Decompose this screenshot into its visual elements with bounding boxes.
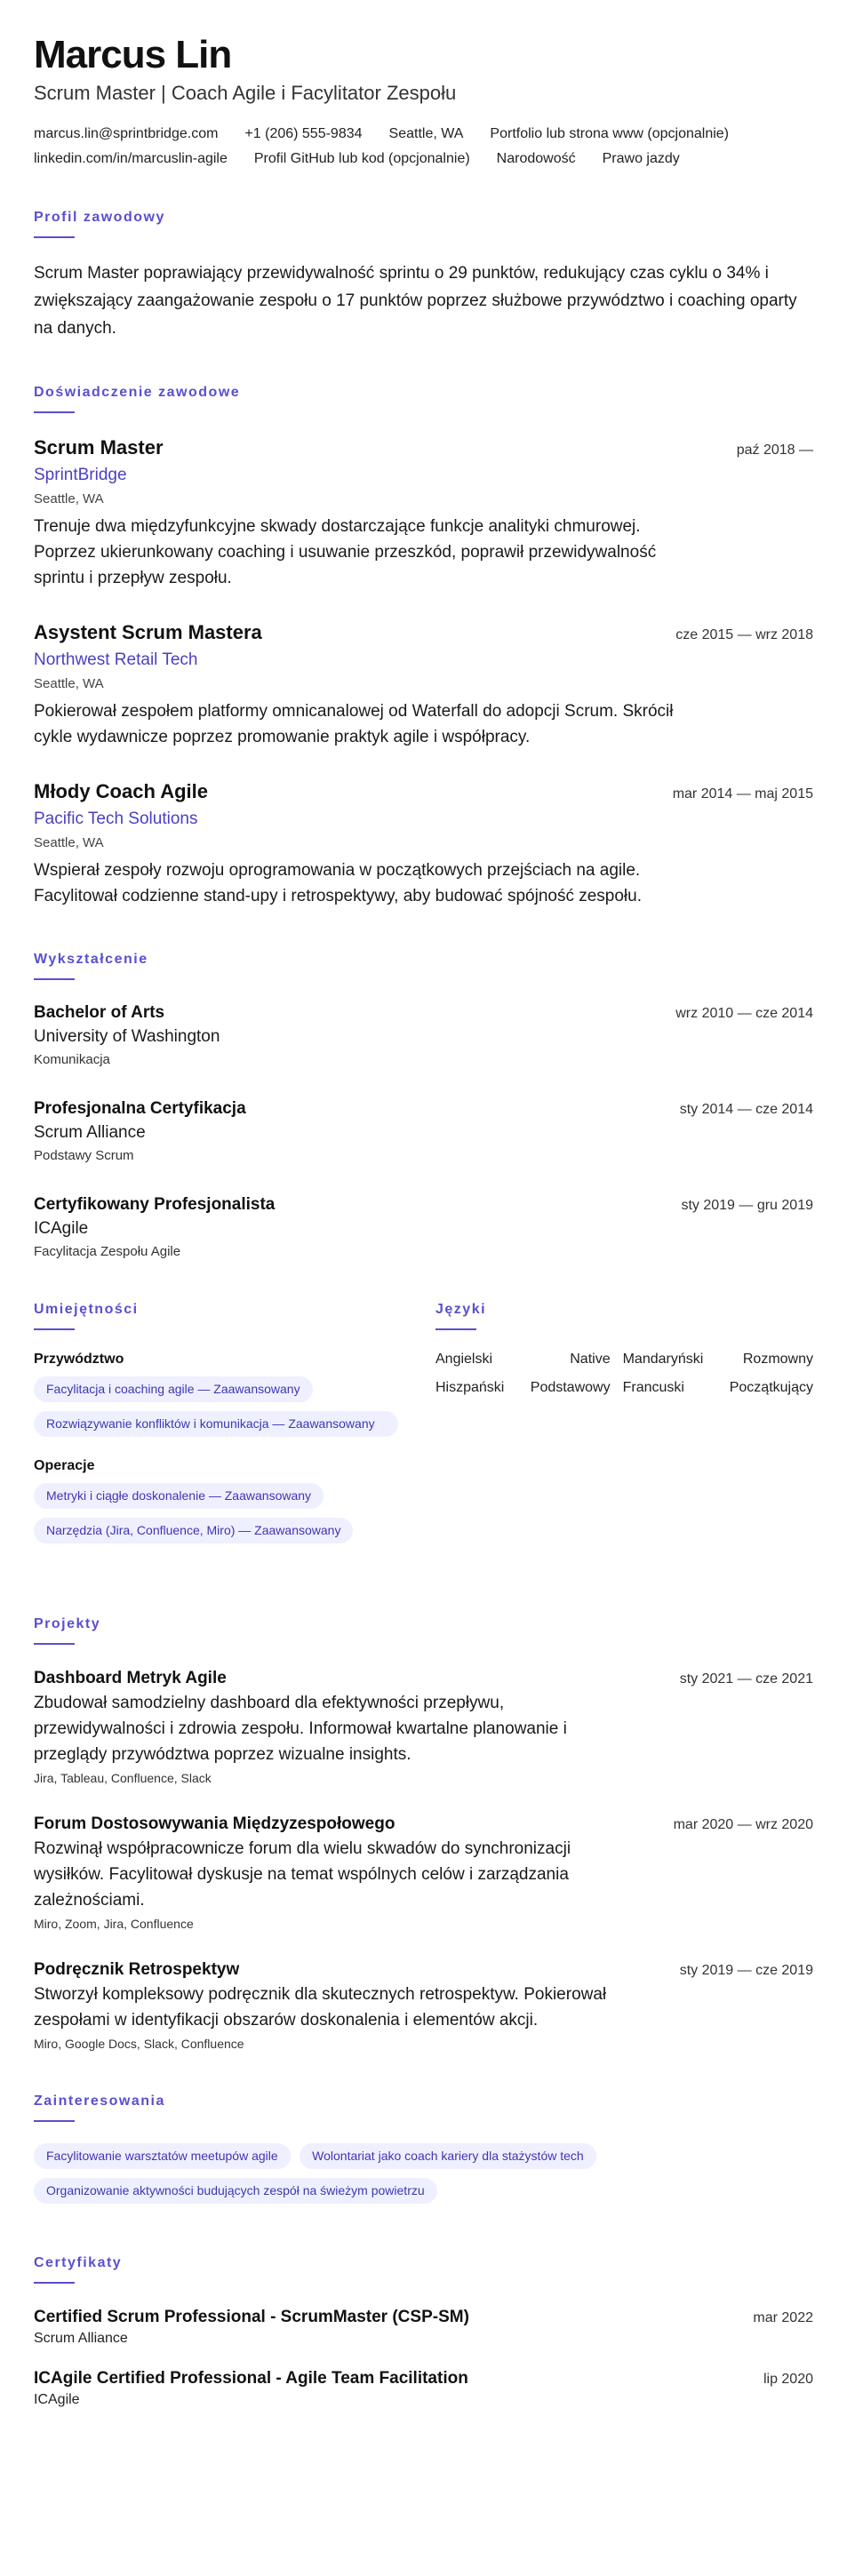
contact-email[interactable]: marcus.lin@sprintbridge.com bbox=[34, 126, 219, 141]
language-list bbox=[435, 1352, 813, 1396]
section-divider bbox=[34, 411, 75, 413]
interests-section bbox=[34, 2093, 813, 2213]
skill-tag: Facylitacja i coaching agile — Zaawansowany bbox=[34, 1376, 313, 1402]
certificate-issuer: Scrum Alliance bbox=[34, 2331, 128, 2346]
experience-item bbox=[34, 778, 813, 909]
language-name: Francuski bbox=[622, 1380, 684, 1395]
job-location: Seattle, WA bbox=[34, 835, 104, 850]
company-name: SprintBridge bbox=[34, 466, 127, 484]
degree-title: Bachelor of Arts bbox=[34, 1003, 165, 1022]
project-dates: sty 2021 — cze 2021 bbox=[679, 1671, 813, 1687]
experience-item bbox=[34, 435, 813, 591]
section-title: Zainteresowania bbox=[34, 2093, 165, 2109]
projects-section bbox=[34, 1616, 813, 2051]
study-field: Komunikacja bbox=[34, 1052, 110, 1067]
languages-section bbox=[435, 1302, 813, 1574]
language-level: Native bbox=[570, 1352, 611, 1367]
skills-section bbox=[34, 1302, 398, 1574]
project-description: Rozwinął współpracownicze forum dla wielu skwadów do synchronizacji wysiłków. Facylitował dyskusje na temat wspólnych celów i zarządzania zależnościami. bbox=[34, 1839, 571, 1910]
certificate-item bbox=[34, 2305, 813, 2347]
education-dates: wrz 2010 — cze 2014 bbox=[675, 1006, 813, 1021]
contact-linkedin[interactable]: linkedin.com/in/marcuslin-agile bbox=[34, 151, 228, 166]
section-divider bbox=[34, 1643, 75, 1645]
interest-tag: Wolontariat jako coach kariery dla stażystów tech bbox=[300, 2143, 596, 2169]
project-tech: Jira, Tableau, Confluence, Slack bbox=[34, 1771, 212, 1785]
education-dates: sty 2014 — cze 2014 bbox=[679, 1102, 813, 1117]
certificate-title: ICAgile Certified Professional - Agile Team Facilitation bbox=[34, 2369, 468, 2388]
certificates-section bbox=[34, 2255, 813, 2408]
education-section bbox=[34, 952, 813, 1259]
project-dates: mar 2020 — wrz 2020 bbox=[673, 1817, 813, 1832]
skills-languages-row bbox=[34, 1302, 813, 1574]
project-dates: sty 2019 — cze 2019 bbox=[679, 1963, 813, 1978]
skill-tag: Narzędzia (Jira, Confluence, Miro) — Zaawansowany bbox=[34, 1518, 353, 1543]
contact-github[interactable]: Profil GitHub lub kod (opcjonalnie) bbox=[253, 151, 470, 166]
degree-title: Certyfikowany Profesjonalista bbox=[34, 1195, 276, 1214]
project-tech: Miro, Google Docs, Slack, Confluence bbox=[34, 2037, 244, 2051]
section-divider bbox=[34, 236, 75, 238]
skill-group bbox=[34, 1458, 398, 1552]
experience-item bbox=[34, 619, 813, 750]
resume-header bbox=[34, 32, 813, 167]
language-name: Mandaryński bbox=[622, 1352, 704, 1367]
job-dates: cze 2015 — wrz 2018 bbox=[675, 627, 813, 642]
section-title: Umiejętności bbox=[34, 1302, 139, 1317]
project-item bbox=[34, 1958, 813, 2051]
job-dates: mar 2014 — maj 2015 bbox=[672, 786, 813, 802]
skill-group bbox=[34, 1352, 398, 1437]
job-title: Scrum Master bbox=[34, 436, 164, 459]
contact-nationality: Narodowość bbox=[496, 151, 576, 166]
job-location: Seattle, WA bbox=[34, 491, 104, 506]
language-level: Podstawowy bbox=[530, 1380, 611, 1395]
profile-section bbox=[34, 210, 813, 342]
interest-tags bbox=[34, 2143, 813, 2213]
section-divider bbox=[435, 1328, 476, 1330]
candidate-headline: Scrum Master | Coach Agile i Facylitator Zespołu bbox=[34, 82, 457, 104]
school-name: University of Washington bbox=[34, 1027, 220, 1046]
job-description: Wspierał zespoły rozwoju oprogramowania w początkowych przejściach na agile. Facylitował codzienne stand-upy i retrospektywy, aby budować spójność zespołu. bbox=[34, 861, 642, 905]
contact-location: Seattle, WA bbox=[388, 126, 464, 141]
education-item bbox=[34, 1001, 813, 1067]
section-title: Doświadczenie zawodowe bbox=[34, 385, 241, 400]
section-title: Języki bbox=[435, 1302, 487, 1317]
degree-title: Profesjonalna Certyfikacja bbox=[34, 1099, 246, 1118]
project-title: Podręcznik Retrospektyw bbox=[34, 1960, 240, 1979]
job-location: Seattle, WA bbox=[34, 676, 104, 691]
section-divider bbox=[34, 2120, 75, 2122]
job-description: Trenuje dwa międzyfunkcyjne skwady dostarczające funkcje analityki chmurowej. Poprzez ukierunkowany coaching i usuwanie przeszkód, poprawił przewidywalność sprintu i przepływ zespołu. bbox=[34, 517, 657, 587]
skill-group-title: Operacje bbox=[34, 1458, 95, 1473]
project-title: Forum Dostosowywania Międzyzespołowego bbox=[34, 1814, 396, 1833]
contact-driving-license: Prawo jazdy bbox=[602, 151, 680, 166]
project-description: Zbudował samodzielny dashboard dla efektywności przepływu, przewidywalności i zdrowia zespołu. Informował kwartalne planowanie i przeglądy przywództwa poprzez wizualne insights. bbox=[34, 1694, 567, 1764]
project-item bbox=[34, 1812, 813, 1931]
language-name: Hiszpański bbox=[435, 1380, 505, 1395]
language-level: Początkujący bbox=[729, 1380, 813, 1395]
certificate-item bbox=[34, 2366, 813, 2408]
section-title: Profil zawodowy bbox=[34, 210, 165, 225]
certificate-date: mar 2022 bbox=[753, 2310, 813, 2325]
certificate-issuer: ICAgile bbox=[34, 2392, 80, 2407]
certificate-title: Certified Scrum Professional - ScrumMaster (CSP-SM) bbox=[34, 2308, 469, 2326]
interest-tag: Organizowanie aktywności budujących zespół na świeżym powietrzu bbox=[34, 2178, 437, 2204]
certificate-date: lip 2020 bbox=[763, 2372, 813, 2387]
skill-tag: Metryki i ciągłe doskonalenie — Zaawansowany bbox=[34, 1483, 324, 1509]
study-field: Podstawy Scrum bbox=[34, 1148, 134, 1163]
education-dates: sty 2019 — gru 2019 bbox=[681, 1198, 813, 1213]
company-name: Pacific Tech Solutions bbox=[34, 809, 198, 828]
experience-section bbox=[34, 385, 813, 909]
job-title: Asystent Scrum Mastera bbox=[34, 621, 262, 643]
contact-list bbox=[34, 126, 816, 167]
section-title: Certyfikaty bbox=[34, 2255, 123, 2270]
job-dates: paź 2018 — bbox=[736, 443, 813, 458]
job-description: Pokierował zespołem platformy omnicanalowej od Waterfall do adopcji Scrum. Skrócił cykle wydawnicze poprzez promowanie praktyk agile i współpracy. bbox=[34, 702, 674, 746]
project-item bbox=[34, 1666, 813, 1785]
profile-summary: Scrum Master poprawiający przewidywalność sprintu o 29 punktów, redukujący czas cyklu o 34% i zwiększający zaangażowanie zespołu o 17 punktów poprzez służbowe przywództwo i coaching oparty na danych. bbox=[34, 264, 797, 338]
education-item bbox=[34, 1193, 813, 1259]
project-description: Stworzył kompleksowy podręcznik dla skutecznych retrospektyw. Pokierował zespołami w identyfikacji obszarów doskonalenia i elementów akcji. bbox=[34, 1985, 607, 2030]
interest-tag: Facylitowanie warsztatów meetupów agile bbox=[34, 2143, 291, 2169]
contact-portfolio[interactable]: Portfolio lub strona www (opcjonalnie) bbox=[490, 126, 729, 141]
skill-group-title: Przywództwo bbox=[34, 1352, 124, 1367]
project-tech: Miro, Zoom, Jira, Confluence bbox=[34, 1917, 194, 1931]
section-title: Wykształcenie bbox=[34, 952, 148, 967]
candidate-name: Marcus Lin bbox=[34, 33, 232, 76]
section-divider bbox=[34, 2282, 75, 2284]
section-divider bbox=[34, 1328, 75, 1330]
section-title: Projekty bbox=[34, 1616, 101, 1631]
job-title: Młody Coach Agile bbox=[34, 780, 208, 802]
study-field: Facylitacja Zespołu Agile bbox=[34, 1244, 181, 1259]
education-item bbox=[34, 1097, 813, 1163]
language-name: Angielski bbox=[435, 1352, 493, 1367]
contact-phone[interactable]: +1 (206) 555-9834 bbox=[244, 126, 363, 141]
section-divider bbox=[34, 978, 75, 980]
language-level: Rozmowny bbox=[742, 1352, 813, 1367]
school-name: Scrum Alliance bbox=[34, 1123, 146, 1142]
project-title: Dashboard Metryk Agile bbox=[34, 1669, 227, 1687]
skill-tag: Rozwiązywanie konfliktów i komunikacja — Zaawansowany bbox=[34, 1411, 398, 1437]
company-name: Northwest Retail Tech bbox=[34, 650, 198, 669]
school-name: ICAgile bbox=[34, 1219, 89, 1238]
